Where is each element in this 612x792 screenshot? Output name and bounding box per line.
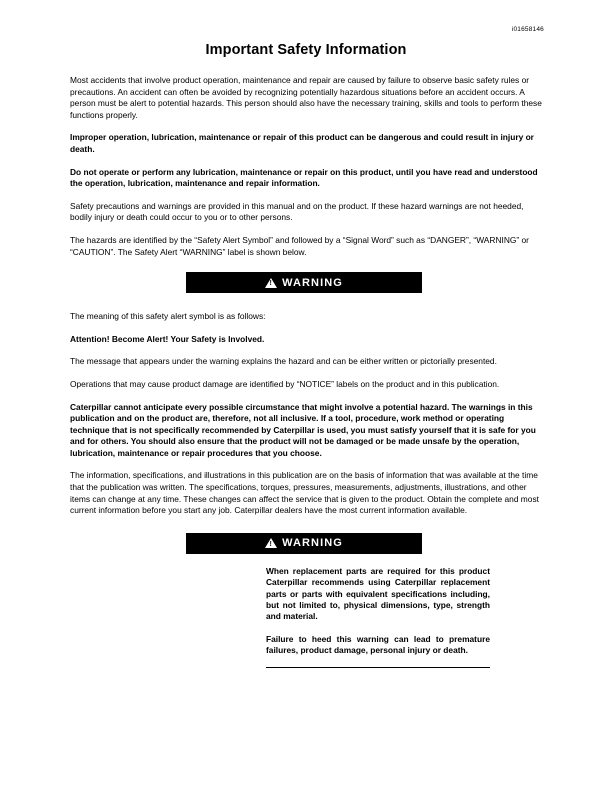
warning-banner-2 <box>186 533 422 554</box>
paragraph-safety-precautions: Safety precautions and warnings are provided in this manual and on the product. If these hazard warnings are not heeded, bodily injury or death could occur to you or to other persons. <box>70 200 524 223</box>
document-id: i01658146 <box>511 26 544 33</box>
replacement-parts-notice <box>266 566 490 657</box>
warning-banner-2-label: WARNING <box>282 537 343 550</box>
page-title: Important Safety Information <box>205 42 407 58</box>
paragraph-symbol-meaning: The meaning of this safety alert symbol is as follows: <box>70 311 266 322</box>
paragraph-message-explains: The message that appears under the warning explains the hazard and can be either written or pictorially presented. <box>70 356 497 367</box>
paragraph-information-specifications: The information, specifications, and illustrations in this publication are on the basis of information that was available at the time that the publication was written. The specifications, torques, pressures, measurements, adjustments, illustrations, and other items can change at any time. These changes can affect the service that is given to the product. Obtain the complete and most current information before you start any job. Caterpillar dealers have the most current information available. <box>70 470 539 516</box>
safety-alert-triangle-icon <box>265 538 277 548</box>
warning-banner-1-label: WARNING <box>282 276 343 289</box>
paragraph-notice-labels: Operations that may cause product damage are identified by “NOTICE” labels on the product and in this publication. <box>70 378 500 389</box>
safety-alert-triangle-icon <box>265 278 277 288</box>
paragraph-intro: Most accidents that involve product operation, maintenance and repair are caused by failure to observe basic safety rules or precautions. An accident can often be avoided by recognizing potentially hazardous situations before an accident occurs. A person must be alert to potential hazards. This person should also have the necessary training, skills and tools to perform these functions properly. <box>70 75 542 120</box>
replacement-parts-paragraph-1: When replacement parts are required for this product Caterpillar recommends using Caterpillar replacement parts or parts with equivalent specifications including, but not limited to, physical dimensions, type, strength and material. <box>266 565 490 622</box>
document-content <box>70 42 542 668</box>
notice-bottom-rule <box>266 667 490 668</box>
paragraph-caterpillar-cannot-anticipate: Caterpillar cannot anticipate every possible circumstance that might involve a potential hazard. The warnings in this publication and on the product are, therefore, not all inclusive. If a tool, procedure, work method or operating technique that is not specifically recommended by Caterpillar is used, you must satisfy yourself that it is safe for you and for others. You should also ensure that the product will not be damaged or be made unsafe by the operation, lubrication, maintenance or repair procedures that you choose. <box>70 401 536 458</box>
paragraph-improper-operation: Improper operation, lubrication, maintenance or repair of this product can be dangerous and could result in injury or death. <box>70 132 534 154</box>
paragraph-hazard-identification: The hazards are identified by the “Safety Alert Symbol” and followed by a “Signal Word” such as “DANGER”, “WARNING” or “CAUTION”. The Safety Alert “WARNING” label is shown below. <box>70 234 529 257</box>
replacement-parts-paragraph-2: Failure to heed this warning can lead to premature failures, product damage, personal injury or death. <box>266 633 490 656</box>
warning-banner-1 <box>186 272 422 293</box>
paragraph-do-not-operate: Do not operate or perform any lubrication, maintenance or repair on this product, until you have read and understood the operation, lubrication, maintenance and repair information. <box>70 166 538 189</box>
paragraph-attention-alert: Attention! Become Alert! Your Safety is Involved. <box>70 333 265 344</box>
